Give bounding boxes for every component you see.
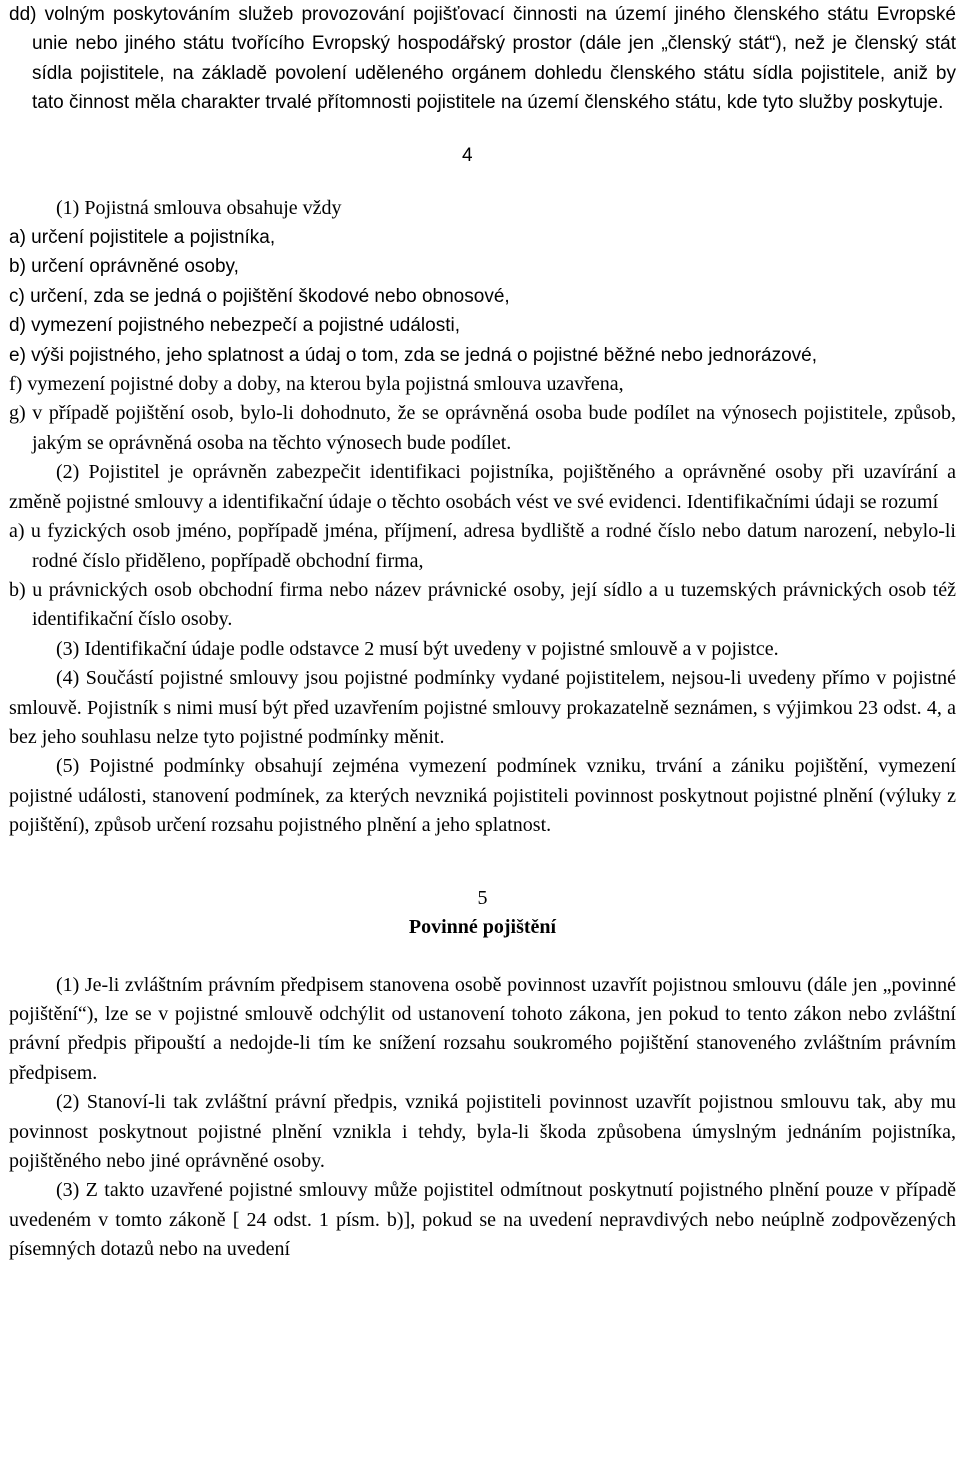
- list-item-d: d) vymezení pojistného nebezpečí a pojistné události,: [9, 315, 460, 337]
- section-5-number: 5: [477, 886, 488, 909]
- section-4-paragraph-5: (5) Pojistné podmínky obsahují zejména vymezení podmínek vzniku, trvání a zániku pojištění, vymezení pojistné události, stanovení podmínek, za kterých nevzniká pojistiteli povinnost poskytnout pojistné plnění (výluky z pojištění), způsob určení rozsahu pojistného plnění a jeho splatnost.: [9, 755, 956, 837]
- section-4-paragraph-4: (4) Součástí pojistné smlouvy jsou pojistné podmínky vydané pojistitelem, nejsou-li uvedeny přímo v pojistné smlouvě. Pojistník s nimi musí být před uzavřením pojistné smlouvy prokazatelně seznámen, s výjimkou 23 odst. 4, a bez jeho souhlasu nelze tyto pojistné podmínky měnit.: [9, 667, 956, 748]
- section-5-paragraph-1: (1) Je-li zvláštním právním předpisem stanovena osobě povinnost uzavřít pojistnou smlouvu (dále jen „povinné pojištění“), lze se v pojistné smlouvě odchýlit od ustanovení tohoto zákona, jen pokud to tento zákon nebo zvláštní právní předpis připouští a nedojde-li tím ke snížení rozsahu soukromého pojištění stanoveného zvláštním právním předpisem.: [9, 973, 956, 1084]
- list-item-a: a) určení pojistitele a pojistníka,: [9, 227, 276, 249]
- list-item-f: f) vymezení pojistné doby a doby, na kterou byla pojistná smlouva uzavřena,: [9, 373, 624, 396]
- section-5-paragraph-3: (3) Z takto uzavřené pojistné smlouvy může pojistitel odmítnout poskytnutí pojistného plnění pouze v případě uvedeném v tomto zákoně [ 24 odst. 1 písm. b)], pokud se na uvedení nepravdivých nebo neúplně zodpovězených písemných dotazů nebo na uvedení: [9, 1179, 956, 1261]
- section-4-paragraph-2: (2) Pojistitel je oprávněn zabezpečit identifikaci pojistníka, pojištěného a oprávněné osoby při uzavírání a změně pojistné smlouvy a identifikační údaje o těchto osobách vést ve své evidenci. Identifikačními údaji se rozumí: [9, 461, 956, 513]
- document-page: [9, 0, 956, 1265]
- list-item-e: e) výši pojistného, jeho splatnost a údaj o tom, zda se jedná o pojistné běžné nebo jednorázové,: [9, 344, 818, 366]
- list-item-c: c) určení, zda se jedná o pojištění škodové nebo obnosové,: [9, 285, 510, 307]
- identification-item-a: a) u fyzických osob jméno, popřípadě jména, příjmení, adresa bydliště a rodné číslo nebo datum narození, nebylo-li rodné číslo přiděleno, popřípadě obchodní firma,: [9, 520, 956, 572]
- identification-item-b: b) u právnických osob obchodní firma nebo název právnické osoby, její sídlo a u tuzemských právnických osob též identifikační číslo osoby.: [9, 578, 956, 631]
- section-4-paragraph-1: (1) Pojistná smlouva obsahuje vždy: [56, 196, 342, 219]
- list-item-g: g) v případě pojištění osob, bylo-li dohodnuto, že se oprávněná osoba bude podílet na výnosech pojistitele, způsob, jakým se oprávněná osoba na těchto výnosech bude podílet.: [9, 402, 956, 454]
- section-5-paragraph-2: (2) Stanoví-li tak zvláštní právní předpis, vzniká pojistiteli povinnost uzavřít pojistnou smlouvu tak, aby mu povinnost poskytnout pojistné plnění vznikla i tehdy, byla-li škoda způsobena úmyslným jednáním pojistníka, pojištěného nebo jiné oprávněné osoby.: [9, 1091, 956, 1172]
- section-5-title: Povinné pojištění: [408, 915, 557, 938]
- list-item-dd: dd) volným poskytováním služeb provozování pojišťovací činnosti na území jiného členského státu Evropské unie nebo jiného státu tvořícího Evropský hospodářský prostor (dále jen „členský stát“), než je členský stát sídla pojistitele, na základě povolení uděleného orgánem dohledu členského státu sídla pojistitele, aniž by tato činnost měla charakter trvalé přítomnosti pojistitele na území členského státu, kde tyto služby poskytuje.: [9, 4, 956, 114]
- section-4-heading: 4: [462, 144, 473, 166]
- list-item-b: b) určení oprávněné osoby,: [9, 256, 239, 278]
- section-4-paragraph-3: (3) Identifikační údaje podle odstavce 2 musí být uvedeny v pojistné smlouvě a v pojistce.: [56, 637, 779, 660]
